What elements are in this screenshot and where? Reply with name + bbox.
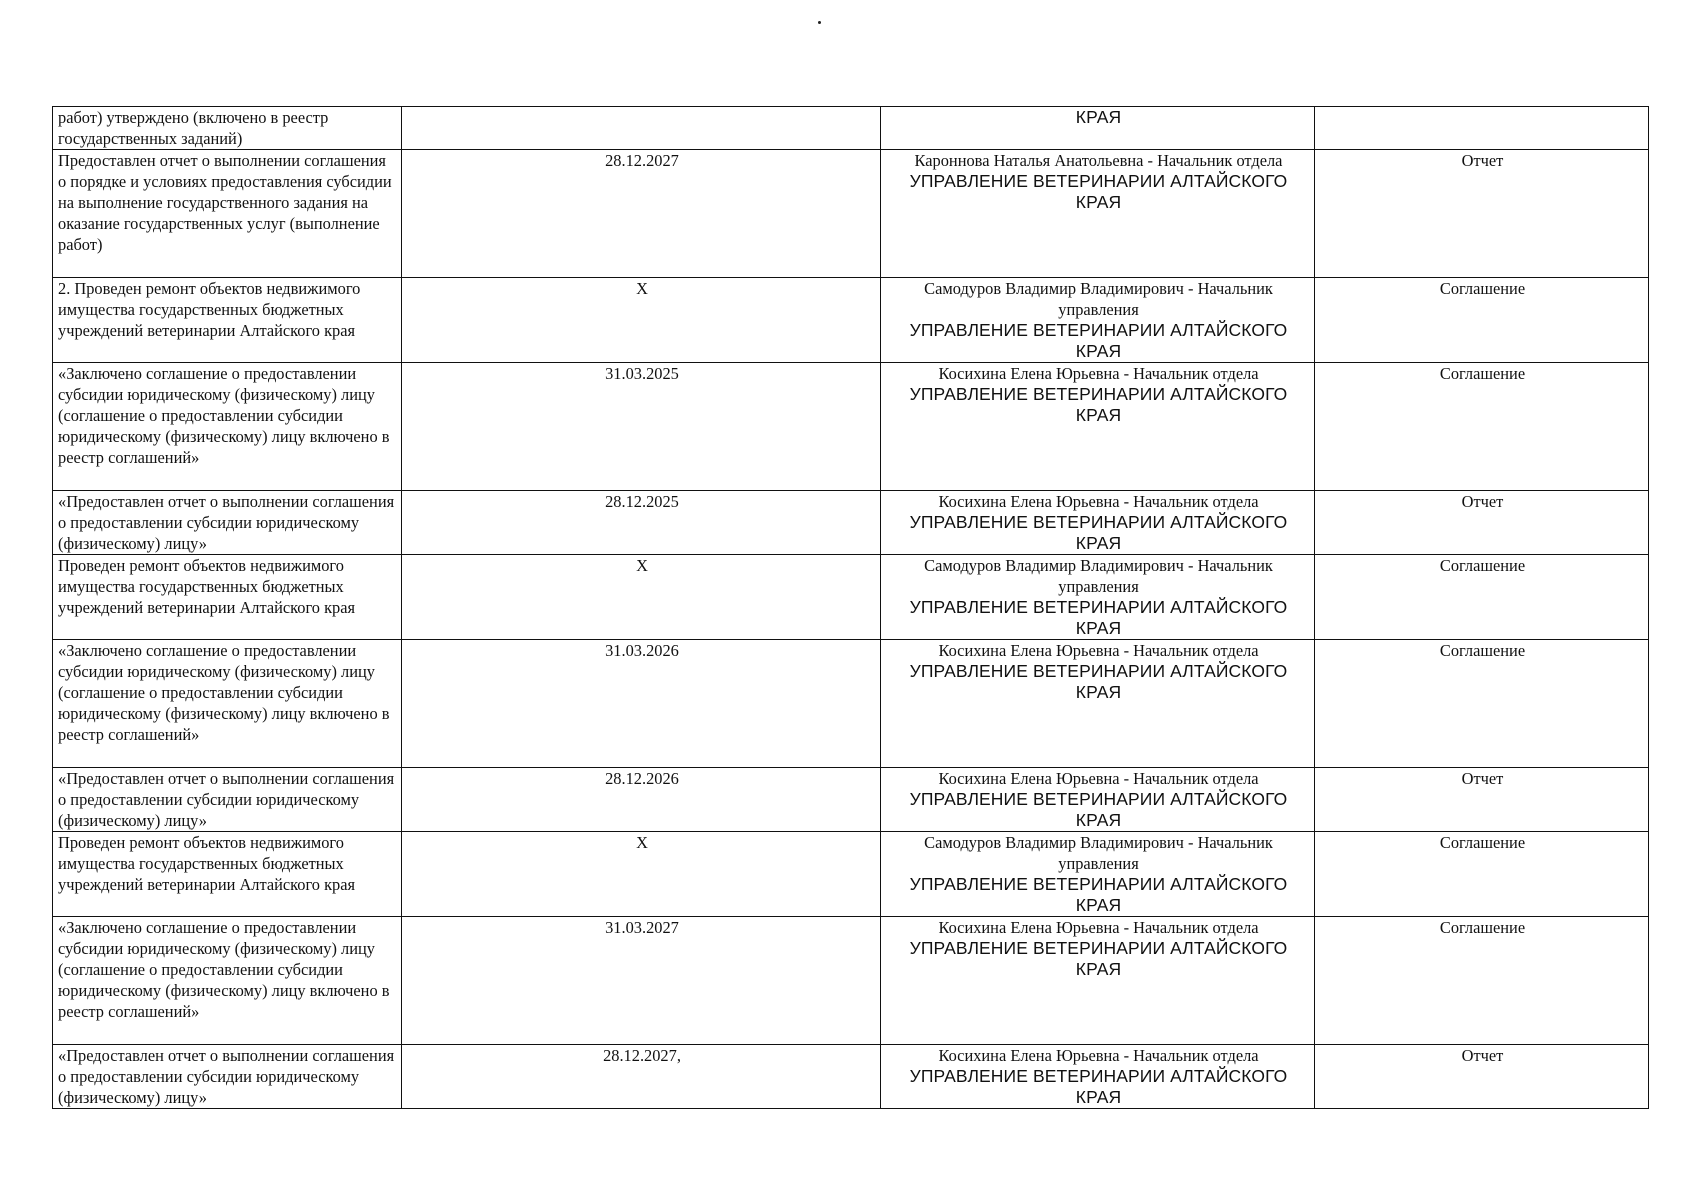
responsible-person: Самодуров Владимир Владимирович - Начальник управления [924,556,1273,596]
date-cell: 31.03.2025 [402,363,881,491]
event-cell: Проведен ремонт объектов недвижимого имущества государственных бюджетных учреждений ветеринарии Алтайского края [53,832,402,917]
responsible-cell [881,555,1315,640]
responsible-org: УПРАВЛЕНИЕ ВЕТЕРИНАРИИ АЛТАЙСКОГО КРАЯ [909,320,1288,361]
table-row [53,107,1649,150]
event-cell: «Предоставлен отчет о выполнении соглашения о предоставлении субсидии юридическому (физическому) лицу» [53,1045,402,1109]
table-row [53,150,1649,278]
document-type-cell: Соглашение [1315,555,1649,640]
table-row [53,917,1649,1045]
responsible-cell [881,768,1315,832]
responsible-org: УПРАВЛЕНИЕ ВЕТЕРИНАРИИ АЛТАЙСКОГО КРАЯ [909,661,1288,702]
date-cell: X [402,832,881,917]
responsible-cell [881,278,1315,363]
date-cell: 31.03.2027 [402,917,881,1045]
table-row [53,1045,1649,1109]
event-cell: «Заключено соглашение о предоставлении субсидии юридическому (физическому) лицу (соглашение о предоставлении субсидии юридическому (физическому) лицу включено в реестр соглашений» [53,640,402,768]
document-type-cell: Соглашение [1315,917,1649,1045]
event-cell: работ) утверждено (включено в реестр государственных заданий) [53,107,402,150]
date-cell: 28.12.2025 [402,491,881,555]
event-cell: «Предоставлен отчет о выполнении соглашения о предоставлении субсидии юридическому (физическому) лицу» [53,491,402,555]
table-row [53,640,1649,768]
responsible-org: УПРАВЛЕНИЕ ВЕТЕРИНАРИИ АЛТАЙСКОГО КРАЯ [909,384,1288,425]
responsible-person: Косихина Елена Юрьевна - Начальник отдела [938,918,1259,937]
table-row [53,555,1649,640]
responsible-cell [881,363,1315,491]
responsible-cell [881,917,1315,1045]
responsible-person: Косихина Елена Юрьевна - Начальник отдела [938,641,1259,660]
document-type-cell: Соглашение [1315,832,1649,917]
responsible-cell [881,832,1315,917]
scan-artifact-dot [818,21,821,24]
responsible-person: Самодуров Владимир Владимирович - Начальник управления [924,833,1273,873]
responsible-org: УПРАВЛЕНИЕ ВЕТЕРИНАРИИ АЛТАЙСКОГО КРАЯ [909,171,1288,212]
document-type-cell: Отчет [1315,1045,1649,1109]
responsible-org: УПРАВЛЕНИЕ ВЕТЕРИНАРИИ АЛТАЙСКОГО КРАЯ [909,597,1288,638]
event-cell: «Заключено соглашение о предоставлении субсидии юридическому (физическому) лицу (соглашение о предоставлении субсидии юридическому (физическому) лицу включено в реестр соглашений» [53,917,402,1045]
responsible-person: Кароннова Наталья Анатольевна - Начальник отдела [914,151,1283,170]
responsible-org: УПРАВЛЕНИЕ ВЕТЕРИНАРИИ АЛТАЙСКОГО КРАЯ [909,874,1288,915]
date-cell [402,107,881,150]
event-cell: «Предоставлен отчет о выполнении соглашения о предоставлении субсидии юридическому (физическому) лицу» [53,768,402,832]
responsible-org: УПРАВЛЕНИЕ ВЕТЕРИНАРИИ АЛТАЙСКОГО КРАЯ [909,789,1288,830]
responsible-cell [881,107,1315,150]
responsible-person: Косихина Елена Юрьевна - Начальник отдела [938,364,1259,383]
responsible-person: Косихина Елена Юрьевна - Начальник отдела [938,1046,1259,1065]
document-type-cell: Соглашение [1315,363,1649,491]
table-row [53,832,1649,917]
date-cell: 31.03.2026 [402,640,881,768]
table-row [53,768,1649,832]
responsible-person: Косихина Елена Юрьевна - Начальник отдела [938,492,1259,511]
document-type-cell: Соглашение [1315,278,1649,363]
responsible-person: Косихина Елена Юрьевна - Начальник отдела [938,769,1259,788]
table-row [53,278,1649,363]
responsible-cell [881,640,1315,768]
table-row [53,491,1649,555]
event-cell: 2. Проведен ремонт объектов недвижимого имущества государственных бюджетных учреждений ветеринарии Алтайского края [53,278,402,363]
document-type-cell: Соглашение [1315,640,1649,768]
responsible-person: Самодуров Владимир Владимирович - Начальник управления [924,279,1273,319]
responsible-org: УПРАВЛЕНИЕ ВЕТЕРИНАРИИ АЛТАЙСКОГО КРАЯ [909,1066,1288,1107]
document-type-cell: Отчет [1315,150,1649,278]
document-type-cell [1315,107,1649,150]
document-type-cell: Отчет [1315,491,1649,555]
event-cell: Предоставлен отчет о выполнении соглашения о порядке и условиях предоставления субсидии на выполнение государственного задания на оказание государственных услуг (выполнение работ) [53,150,402,278]
event-cell: «Заключено соглашение о предоставлении субсидии юридическому (физическому) лицу (соглашение о предоставлении субсидии юридическому (физическому) лицу включено в реестр соглашений» [53,363,402,491]
responsible-cell [881,491,1315,555]
document-type-cell: Отчет [1315,768,1649,832]
date-cell: X [402,555,881,640]
date-cell: 28.12.2027 [402,150,881,278]
date-cell: 28.12.2027, [402,1045,881,1109]
responsible-org: УПРАВЛЕНИЕ ВЕТЕРИНАРИИ АЛТАЙСКОГО КРАЯ [909,938,1288,979]
responsible-cell [881,150,1315,278]
responsible-org: УПРАВЛЕНИЕ ВЕТЕРИНАРИИ АЛТАЙСКОГО КРАЯ [909,512,1288,553]
event-cell: Проведен ремонт объектов недвижимого имущества государственных бюджетных учреждений ветеринарии Алтайского края [53,555,402,640]
control-points-table [52,106,1649,1109]
responsible-cell [881,1045,1315,1109]
date-cell: X [402,278,881,363]
table-row [53,363,1649,491]
responsible-org: КРАЯ [1075,107,1122,127]
date-cell: 28.12.2026 [402,768,881,832]
